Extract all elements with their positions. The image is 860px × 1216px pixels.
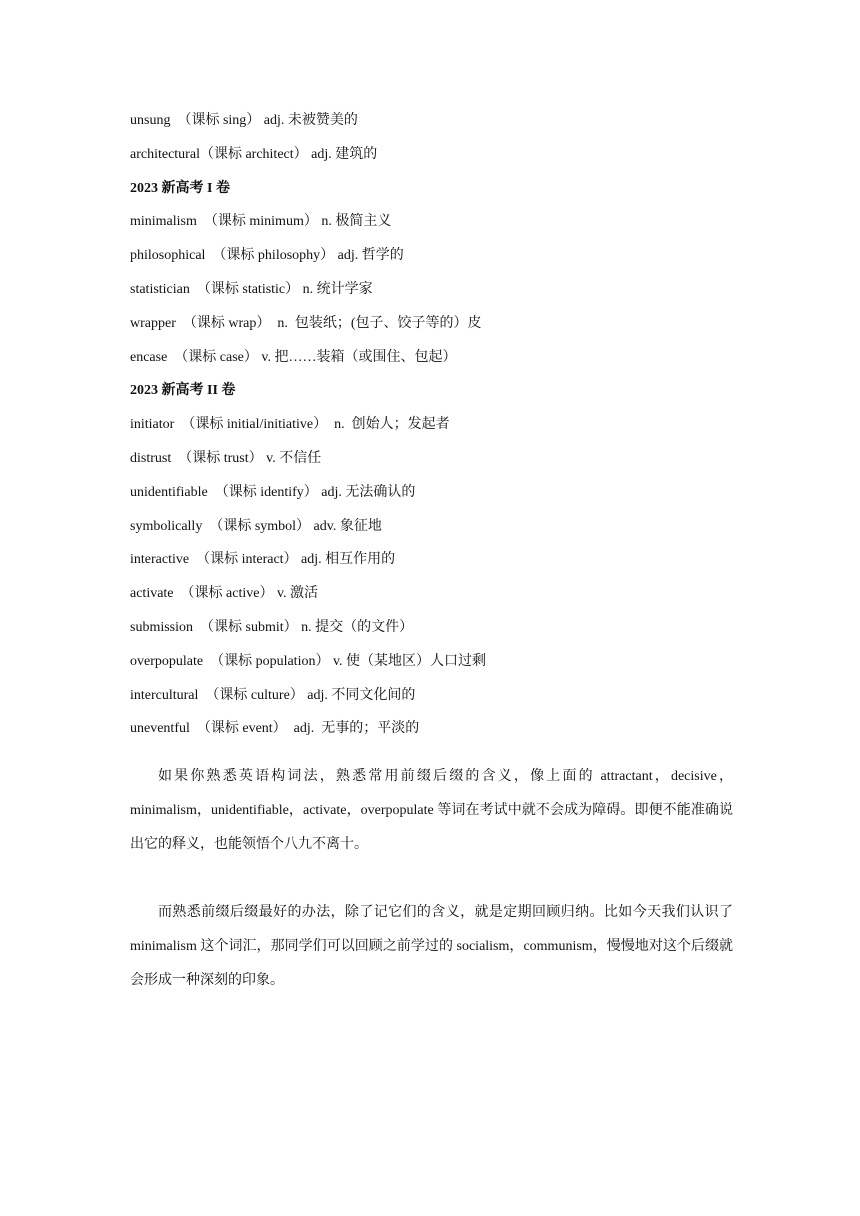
vocabulary-entry: symbolically （课标 symbol） adv. 象征地 bbox=[130, 518, 382, 534]
vocabulary-entry: statistician （课标 statistic） n. 统计学家 bbox=[130, 281, 373, 297]
vocabulary-entry: minimalism （课标 minimum） n. 极简主义 bbox=[130, 214, 392, 230]
vocabulary-entry: uneventful （课标 event） adj. 无事的；平淡的 bbox=[130, 721, 420, 737]
paragraph-review-method: 而熟悉前缀后缀最好的办法，除了记它们的含义，就是定期回顾归纳。比如今天我们认识了 minimalism 这个词汇，那同学们可以回顾之前学过的 socialism，communism，慢慢地对这个后缀就会形成一种深刻的印象。 bbox=[130, 905, 733, 988]
vocabulary-entry: unsung （课标 sing） adj. 未被赞美的 bbox=[130, 113, 358, 128]
vocabulary-list bbox=[130, 110, 740, 752]
section-heading: 2023 新高考 II 卷 bbox=[130, 383, 236, 399]
vocabulary-entry: architectural（课标 architect） adj. 建筑的 bbox=[130, 146, 378, 162]
vocabulary-entry: initiator （课标 initial/initiative） n. 创始人；发起者 bbox=[130, 417, 450, 433]
vocabulary-entry: distrust （课标 trust） v. 不信任 bbox=[130, 450, 322, 466]
vocabulary-entry: interactive （课标 interact） adj. 相互作用的 bbox=[130, 552, 396, 568]
section-heading: 2023 新高考 I 卷 bbox=[130, 180, 230, 196]
vocabulary-entry: wrapper （课标 wrap） n. 包装纸；(包子、饺子等的）皮 bbox=[130, 315, 482, 331]
vocabulary-entry: submission （课标 submit） n. 提交（的文件） bbox=[130, 619, 414, 635]
vocabulary-entry: encase （课标 case） v. 把……装箱（或围住、包起） bbox=[130, 349, 457, 365]
vocabulary-entry: philosophical （课标 philosophy） adj. 哲学的 bbox=[130, 248, 404, 264]
vocabulary-entry: activate （课标 active） v. 激活 bbox=[130, 586, 319, 602]
vocabulary-entry: unidentifiable （课标 identify） adj. 无法确认的 bbox=[130, 484, 416, 500]
vocabulary-entry: overpopulate （课标 population） v. 使（某地区）人口过剩 bbox=[130, 653, 487, 669]
vocabulary-entry: intercultural （课标 culture） adj. 不同文化间的 bbox=[130, 687, 416, 703]
paragraph-word-formation: 如果你熟悉英语构词法，熟悉常用前缀后缀的含义，像上面的 attractant，decisive，minimalism，unidentifiable，activate，overpopulate 等词在考试中就不会成为障碍。即便不能准确说出它的释义，也能领悟个八九不离十。 bbox=[130, 769, 733, 852]
